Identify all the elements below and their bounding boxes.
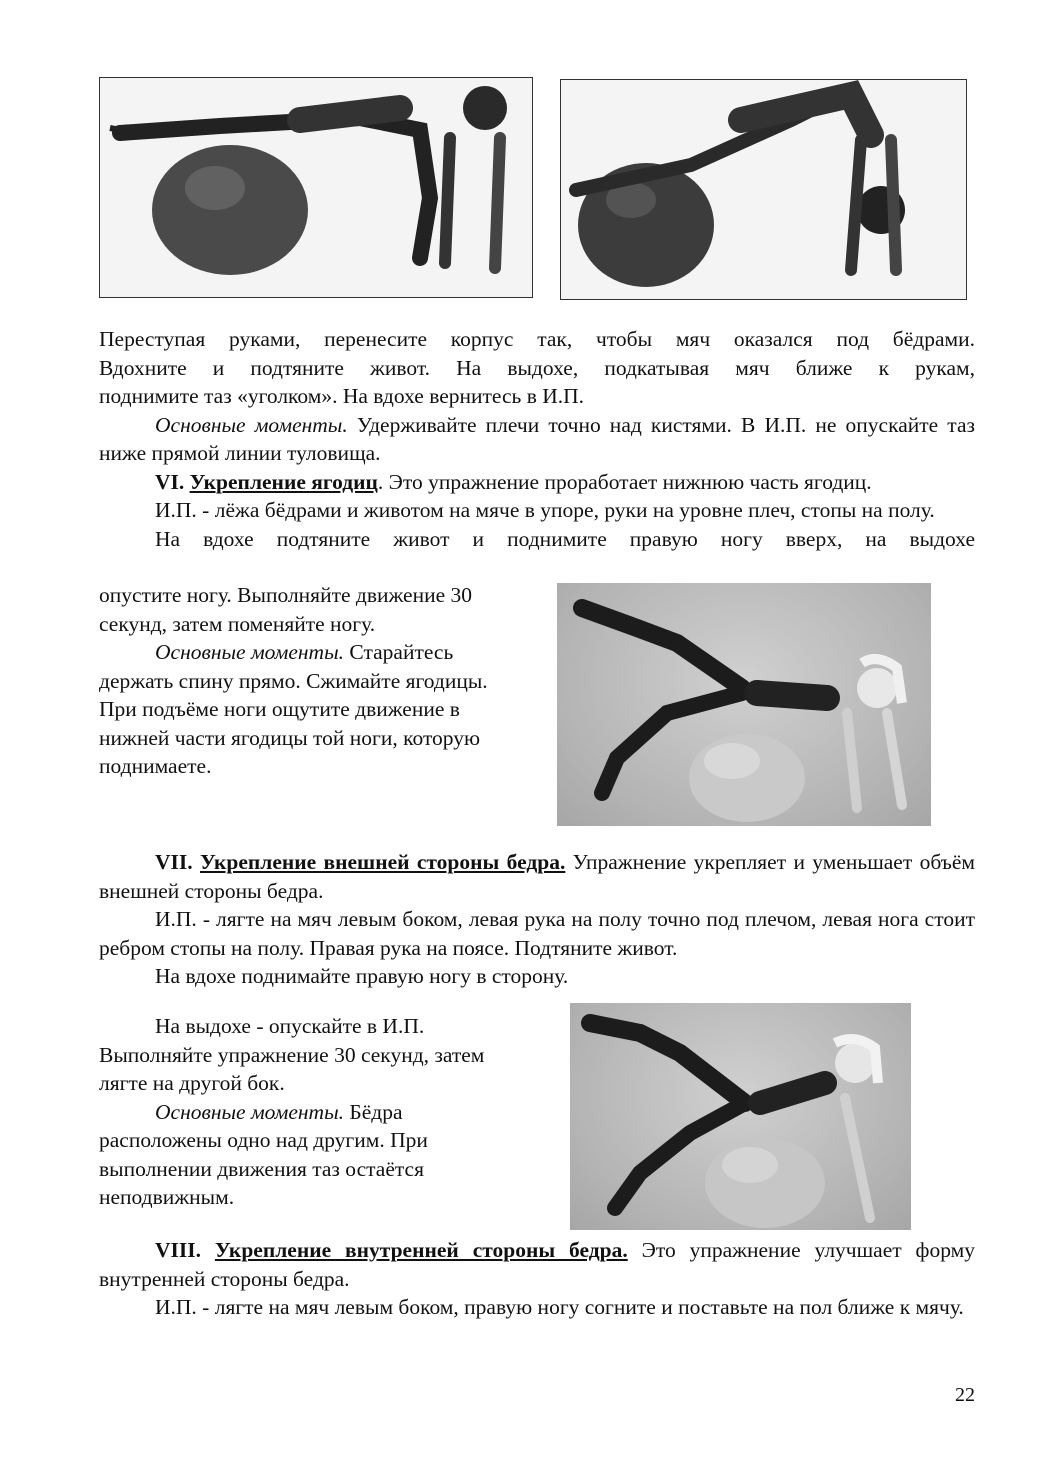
key-points-1-label: Основные моменты. [155, 412, 348, 437]
section7-ip: И.П. - лягте на мяч левым боком, левая рука на полу точно под плечом, левая нога стоит ребром стопы на полу. Правая рука на поясе. Подтяните живот. [99, 907, 975, 960]
section6-intro: . Это упражнение проработает нижнюю часть ягодиц. [377, 469, 872, 494]
section7-step: На вдохе поднимайте правую ногу в сторону. [155, 964, 569, 988]
section7-number: VII. [155, 850, 193, 874]
section6-kp-line-5: поднимаете. [99, 754, 212, 778]
intro-paragraph [99, 325, 975, 553]
section6-step-line-2: опустите ногу. Выполняйте движение 30 [99, 583, 473, 607]
intro-line-2: Вдохните и подтяните живот. На выдохе, подкатывая мяч ближе к рукам, [99, 355, 975, 380]
key-points-1 [99, 411, 975, 468]
photo-side-leg-lift [570, 1003, 911, 1230]
section6-step: На вдохе подтяните живот и поднимите правую ногу вверх, на выдохе [155, 526, 975, 551]
section6-keypoints [99, 638, 554, 667]
section7-block [99, 848, 975, 991]
section7-exhale-line-3: лягте на другой бок. [99, 1071, 285, 1095]
section8-ip: И.П. - лягте на мяч левым боком, правую ногу согните и поставьте на пол ближе к мячу. [155, 1295, 964, 1319]
section6-kp-line-2: держать спину прямо. Сжимайте ягодицы. [99, 668, 488, 693]
section6-step-line-3: секунд, затем поменяйте ногу. [99, 611, 376, 636]
section7-kp-label: Основные моменты. [155, 1099, 345, 1124]
key-points-1-text: Удерживайте плечи точно над кистями. В И.П. не опускайте таз ниже прямой линии туловища. [99, 412, 976, 465]
photo-glute-lift [557, 583, 931, 826]
section6-kp-line-4: нижней части ягодицы той ноги, которую [99, 725, 481, 750]
section6-ip: И.П. - лёжа бёдрами и животом на мяче в упоре, руки на уровне плеч, стопы на полу. [155, 498, 935, 522]
section7-kp-line-4: неподвижным. [99, 1185, 235, 1209]
section7-kp-line-2: расположены одно над другим. При [99, 1128, 428, 1152]
section7-left-column [99, 1012, 559, 1212]
intro-line-3: поднимите таз «уголком». На вдохе вернитесь в И.П. [99, 384, 585, 408]
section7-intro: Упражнение укрепляет и уменьшает объём внешней стороны бедра. [99, 850, 975, 903]
section7-kp-line-1: Бёдра [349, 1099, 403, 1124]
section7-exhale-line-2: Выполняйте упражнение 30 секунд, затем [99, 1042, 485, 1067]
section7-exhale-line-1: На выдохе - опускайте в И.П. [155, 1014, 425, 1038]
section6-kp-line-3: При подъёме ноги ощутите движение в [99, 697, 460, 721]
section8-number: VIII. [155, 1238, 202, 1262]
section8-heading [99, 1236, 975, 1293]
section7-kp-line-3: выполнении движения таз остаётся [99, 1156, 424, 1181]
section6-title: Укрепление ягодиц [189, 469, 378, 494]
section7-title: Укрепление внешней стороны бедра. [199, 850, 566, 874]
section6-heading [99, 468, 975, 497]
section6-kp-line-1: Старайтесь [349, 640, 454, 664]
page-number: 22 [955, 1384, 975, 1406]
section6-kp-label: Основные моменты. [155, 640, 345, 664]
section8-intro: Это упражнение улучшает форму внутренней стороны бедра. [99, 1238, 976, 1291]
section6-left-column [99, 581, 554, 781]
photo-ball-pike [560, 79, 967, 300]
section7-keypoints [99, 1098, 559, 1127]
section6-number: VI. [155, 469, 185, 494]
intro-line-1: Переступая руками, перенесите корпус так, чтобы мяч оказался под бёдрами. [99, 327, 975, 351]
photo-ball-plank [99, 77, 533, 298]
section8-block [99, 1236, 975, 1322]
section7-heading [99, 848, 975, 905]
section8-title: Укрепление внутренней стороны бедра. [214, 1238, 628, 1262]
